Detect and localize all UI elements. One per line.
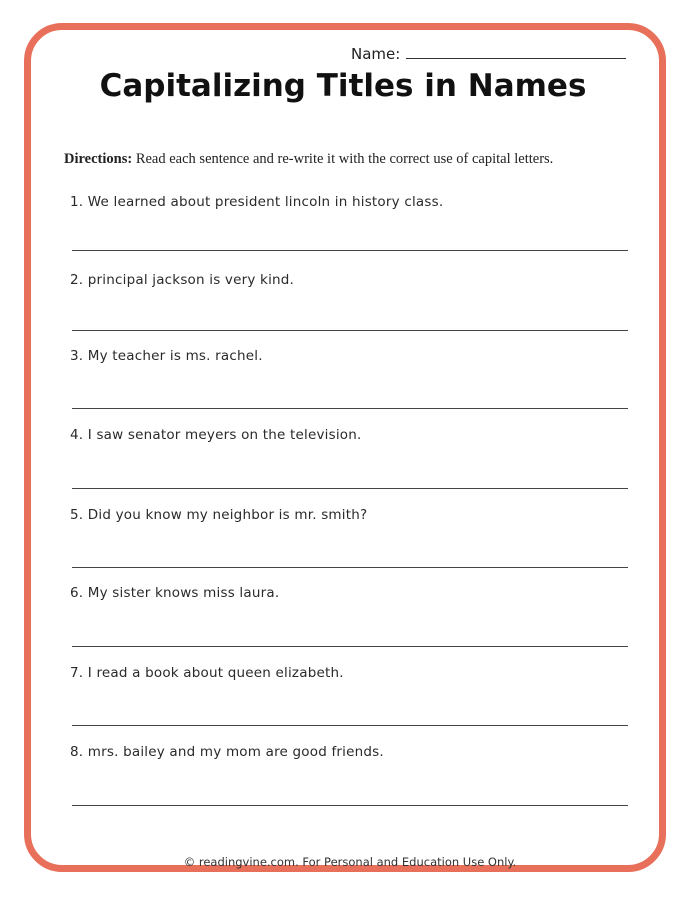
- answer-line-2: [72, 330, 628, 331]
- question-3: 3. My teacher is ms. rachel.: [70, 348, 263, 364]
- name-label: Name:: [351, 45, 401, 63]
- directions-text: Read each sentence and re-write it with the correct use of capital letters.: [135, 151, 554, 167]
- question-1: 1. We learned about president lincoln in history class.: [70, 194, 444, 210]
- answer-line-3: [72, 408, 628, 409]
- question-8: 8. mrs. bailey and my mom are good friends.: [70, 744, 384, 760]
- answer-line-5: [72, 567, 628, 568]
- answer-line-8: [72, 805, 628, 806]
- name-field: [351, 45, 626, 63]
- directions-label: Directions:: [64, 151, 133, 167]
- question-6: 6. My sister knows miss laura.: [70, 585, 280, 601]
- answer-line-4: [72, 488, 628, 489]
- question-5: 5. Did you know my neighbor is mr. smith?: [70, 507, 368, 523]
- question-7: 7. I read a book about queen elizabeth.: [70, 665, 344, 681]
- directions: [64, 151, 553, 168]
- answer-line-1: [72, 250, 628, 251]
- worksheet-title: Capitalizing Titles in Names: [99, 68, 587, 104]
- answer-line-6: [72, 646, 628, 647]
- question-4: 4. I saw senator meyers on the television.: [70, 427, 362, 443]
- answer-line-7: [72, 725, 628, 726]
- question-2: 2. principal jackson is very kind.: [70, 272, 295, 288]
- copyright-footer: © readingvine.com. For Personal and Education Use Only.: [183, 855, 517, 869]
- name-blank-line: [406, 46, 626, 59]
